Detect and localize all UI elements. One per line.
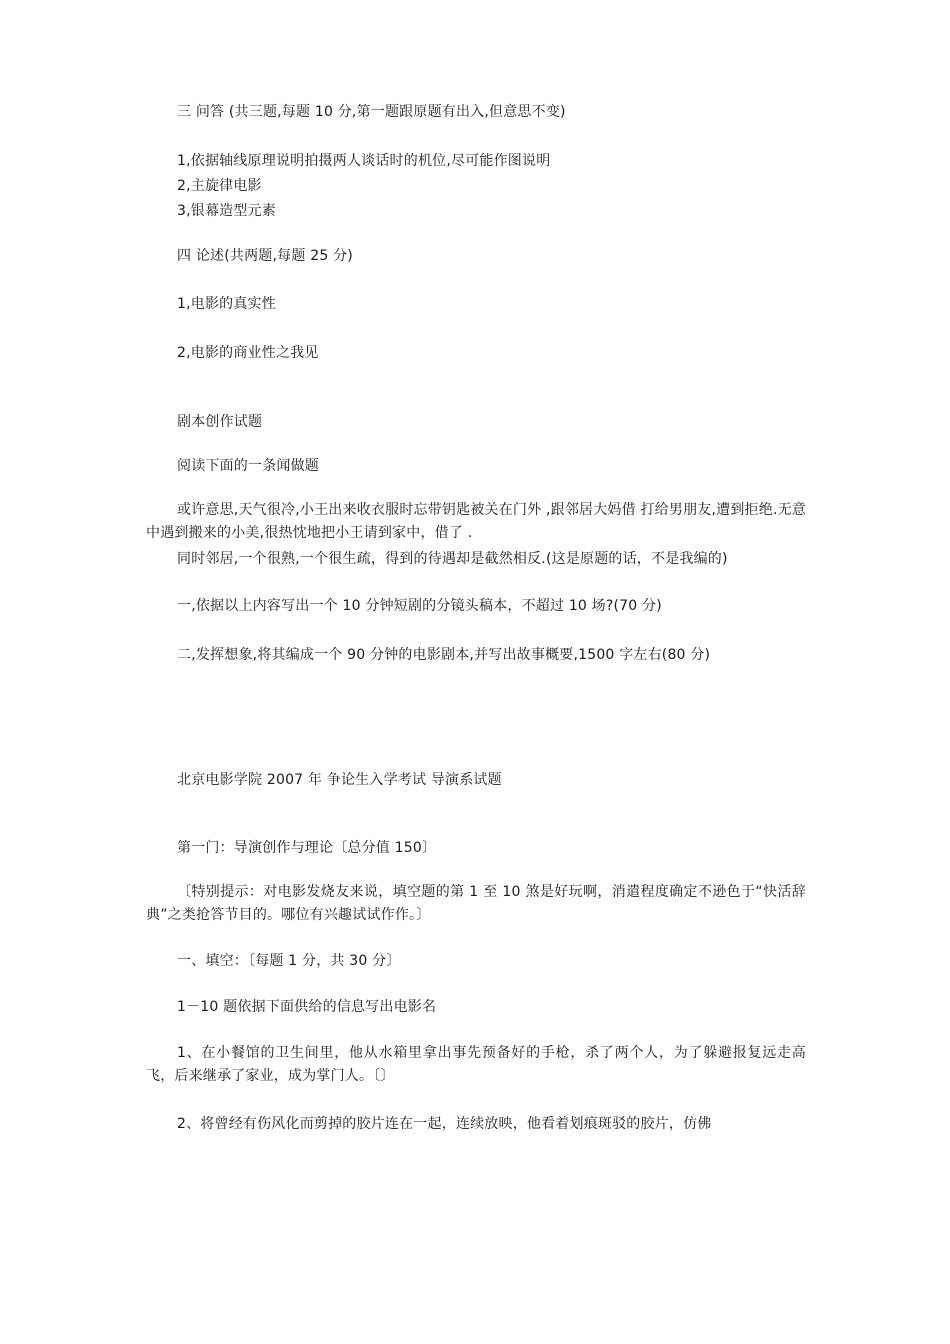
exam-2007-note: 〔特别提示：对电影发烧友来说，填空题的第 1 至 10 煞是好玩啊，消遣程度确定不逊色于“快活辞典”之类抢答节目的。哪位有兴趣试试作作。〕: [146, 884, 806, 923]
section-4-item-2: 2,电影的商业性之我见: [177, 345, 319, 361]
script-story-paragraph-1: 或许意思,天气很冷,小王出来收衣服时忘带钥匙被关在门外 ,跟邻居大妈借 打给男朋友,遭到拒绝.无意中遇到搬来的小美,很热忱地把小王请到家中，借了 .: [146, 502, 806, 541]
script-story-paragraph-2: 同时邻居,一个很熟,一个很生疏，得到的待遇却是截然相反.(这是原题的话，不是我编的): [177, 551, 728, 567]
script-question-2: 二,发挥想象,将其编成一个 90 分钟的电影剧本,并写出故事概要,1500 字左右(80 分): [177, 647, 711, 663]
script-exam-title: 剧本创作试题: [177, 414, 263, 430]
section-3-item-3: 3,银幕造型元素: [177, 203, 276, 219]
fill-in-subheading: 1－10 题依据下面供给的信息写出电影名: [177, 999, 437, 1015]
section-3-item-1: 1,依据轴线原理说明拍摄两人谈话时的机位,尽可能作图说明: [177, 153, 551, 169]
section-4-item-1: 1,电影的真实性: [177, 296, 276, 312]
section-4-heading: 四 论述(共两题,每题 25 分): [177, 248, 353, 264]
fill-in-question-2: 2、将曾经有伤风化而剪掉的胶片连在一起，连续放映，他看着划痕斑驳的胶片，仿佛: [177, 1116, 712, 1132]
section-3-item-2: 2,主旋律电影: [177, 178, 262, 194]
exam-2007-title: 北京电影学院 2007 年 争论生入学考试 导演系试题: [177, 772, 502, 788]
script-question-1: 一,依据以上内容写出一个 10 分钟短剧的分镜头稿本，不超过 10 场?(70 分): [177, 598, 662, 614]
fill-in-question-1: 1、在小餐馆的卫生间里，他从水箱里拿出事先预备好的手枪，杀了两个人，为了躲避报复远走高飞，后来继承了家业，成为掌门人。〔〕: [146, 1045, 806, 1084]
script-exam-instruction: 阅读下面的一条闻做题: [177, 458, 319, 474]
section-3-heading: 三 问答 (共三题,每题 10 分,第一题跟原题有出入,但意思不变): [177, 104, 566, 120]
fill-in-heading: 一、填空：〔每题 1 分，共 30 分〕: [177, 953, 401, 969]
exam-2007-part-1: 第一门：导演创作与理论〔总分值 150〕: [177, 840, 437, 856]
